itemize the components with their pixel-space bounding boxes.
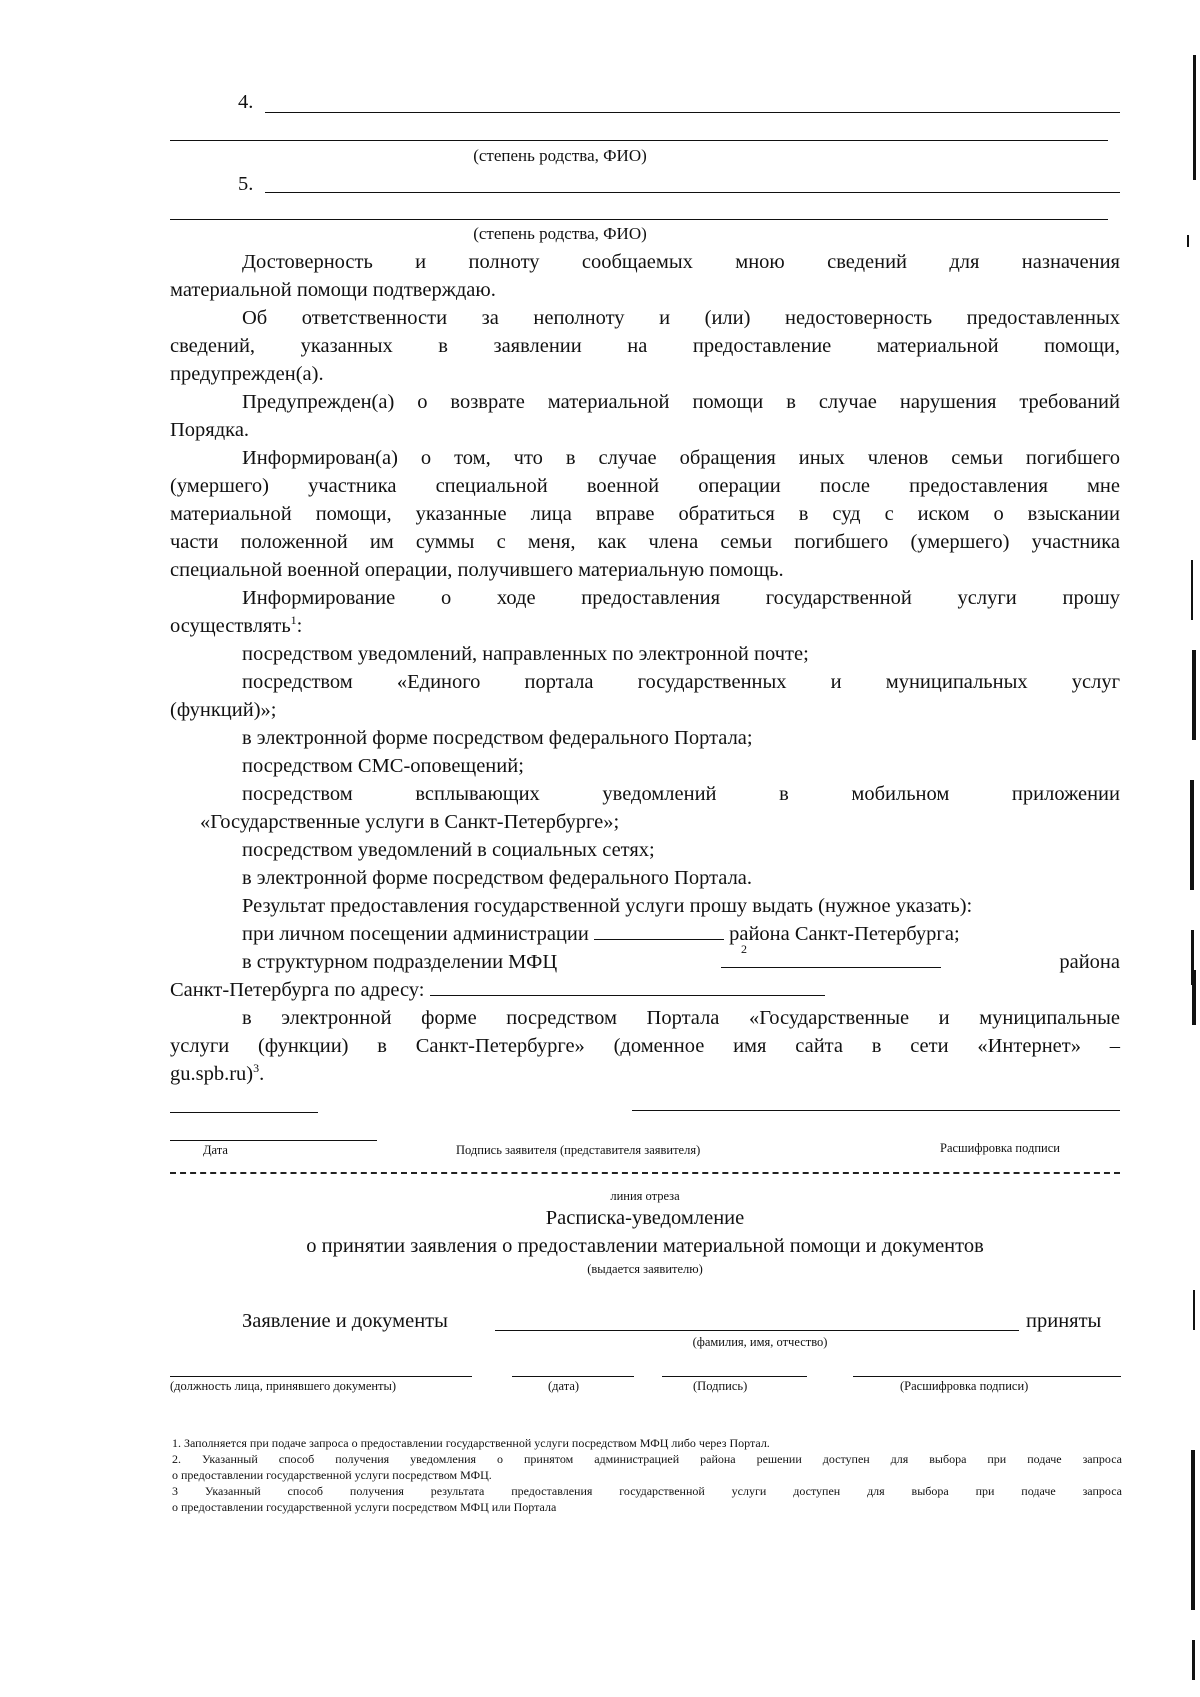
option-mobile-app-end: «Государственные услуги в Санкт-Петербурге»; xyxy=(200,811,620,833)
footnote-ref-1: 1 xyxy=(290,613,297,628)
footnote-3-end: о предоставлении государственной услуги посредством МФЦ или Портала xyxy=(172,1500,557,1514)
paragraph-informed-2: (умершего) участника специальной военной операции после предоставления мне xyxy=(170,475,1120,497)
cut-line-label: линия отреза xyxy=(610,1189,680,1203)
scan-edge-mark xyxy=(1192,650,1196,740)
scan-edge-mark xyxy=(1190,780,1194,890)
result-admin xyxy=(170,920,1120,948)
paragraph-informed: Информирован(а) о том, что в случае обращения иных членов семьи погибшего xyxy=(242,447,1120,469)
scan-edge-mark xyxy=(1191,1450,1195,1610)
footnote-ref-3: 3 xyxy=(253,1061,260,1076)
scan-edge-mark xyxy=(1193,55,1196,180)
result-admin-text: при личном посещении администрации xyxy=(242,923,589,945)
result-mfc-district: района xyxy=(1059,951,1120,973)
footnote-1: 1. Заполняется при подаче запроса о предоставлении государственной услуги посредством МФЦ либо через Портал. xyxy=(172,1436,770,1450)
option-social: посредством уведомлений в социальных сетях; xyxy=(242,839,655,861)
paragraph-informed-end: специальной военной операции, получившего материальную помощь. xyxy=(170,559,784,581)
receipt-title: Расписка-уведомление xyxy=(545,1207,745,1229)
scan-edge-mark xyxy=(1187,235,1189,247)
notify-text: осуществлять xyxy=(170,615,291,637)
paragraph-informed-3: материальной помощи, указанные лица вправе обратиться в суд с иском о взыскании xyxy=(170,503,1120,525)
paragraph-responsibility-2: сведений, указанных в заявлении на предоставление материальной помощи, xyxy=(170,335,1120,357)
receipt-subtitle: о принятии заявления о предоставлении материальной помощи и документов xyxy=(306,1235,984,1257)
col-decoding: (Расшифровка подписи) xyxy=(900,1379,1029,1393)
accepted-prefix: Заявление и документы xyxy=(242,1310,448,1332)
relative-4-line-2 xyxy=(170,140,1108,141)
option-epgu: посредством «Единого портала государственных и муниципальных услуг xyxy=(242,671,1120,693)
cut-line xyxy=(170,1172,1120,1174)
col-date: (дата) xyxy=(548,1379,580,1393)
footnote-2-end: о предоставлении государственной услуги посредством МФЦ. xyxy=(172,1468,492,1482)
scan-edge-mark xyxy=(1193,1290,1195,1330)
receipt-signature-line xyxy=(662,1376,807,1377)
accepted-fio-line xyxy=(495,1330,1019,1331)
position-line xyxy=(170,1376,472,1377)
result-mfc xyxy=(170,948,1120,976)
footnotes xyxy=(172,1435,1122,1515)
receipt-note: (выдается заявителю) xyxy=(587,1262,703,1276)
paragraph-confirmation: Достоверность и полноту сообщаемых мною сведений для назначения xyxy=(242,251,1120,273)
result-portal-end xyxy=(170,1060,1120,1088)
footnote-ref-2: 2 xyxy=(741,942,747,956)
signature-label: Подпись заявителя (представителя заявителя) xyxy=(456,1143,701,1157)
footnote-2: 2. Указанный способ получения уведомления о принятом администрацией района решении доступен для выбора при подаче запроса xyxy=(172,1452,1122,1466)
paragraph-responsibility-end: предупрежден(а). xyxy=(170,363,324,385)
main-text xyxy=(170,248,1120,1088)
result-admin-district: района Санкт-Петербурга; xyxy=(729,923,960,945)
paragraph-notify: Информирование о ходе предоставления государственной услуги прошу xyxy=(242,587,1120,609)
relative-4-caption: (степень родства, ФИО) xyxy=(473,146,647,165)
option-epgu-end: (функций)»; xyxy=(170,699,277,721)
date-line xyxy=(170,1112,318,1113)
option-sms: посредством СМС-оповещений; xyxy=(242,755,524,777)
fio-caption: (фамилия, имя, отчество) xyxy=(692,1335,828,1349)
receipt-date-line xyxy=(512,1376,634,1377)
date-line-2 xyxy=(170,1140,377,1141)
col-signature: (Подпись) xyxy=(693,1379,748,1393)
admin-district-field xyxy=(594,921,724,940)
result-address-text: Санкт-Петербурга по адресу: xyxy=(170,979,425,1001)
result-portal: в электронной форме посредством Портала «Государственные и муниципальные xyxy=(242,1007,1120,1029)
result-request: Результат предоставления государственной услуги прошу выдать (нужное указать): xyxy=(242,895,973,917)
option-mobile-app: посредством всплывающих уведомлений в мобильном приложении xyxy=(242,783,1120,805)
paragraph-confirmation-end: материальной помощи подтверждаю. xyxy=(170,279,496,301)
paragraph-informed-4: части положенной им суммы с меня, как члена семьи погибшего (умершего) участника xyxy=(170,531,1120,553)
result-mfc-text: в структурном подразделении МФЦ xyxy=(242,951,558,973)
paragraph-warning-end: Порядка. xyxy=(170,419,250,441)
result-address xyxy=(170,976,1120,1004)
portal-domain-end: . xyxy=(259,1063,265,1085)
paragraph-warning: Предупрежден(а) о возврате материальной помощи в случае нарушения требований xyxy=(242,391,1120,413)
scan-edge-mark xyxy=(1192,970,1196,1025)
notify-colon: : xyxy=(296,615,303,637)
address-field xyxy=(430,977,825,996)
paragraph-notify-end xyxy=(170,612,1120,640)
relative-5-line xyxy=(265,192,1120,193)
paragraph-responsibility: Об ответственности за неполноту и (или) недостоверность предоставленных xyxy=(242,307,1120,329)
option-federal-portal-2: в электронной форме посредством федерального Портала. xyxy=(242,867,753,889)
relative-5-line-2 xyxy=(170,219,1108,220)
relative-5-number: 5. xyxy=(238,173,254,195)
signature-date-label: Дата xyxy=(203,1143,228,1157)
mfc-district-field xyxy=(721,949,941,968)
relative-4-line xyxy=(265,112,1120,113)
option-email: посредством уведомлений, направленных по электронной почте; xyxy=(242,643,809,665)
signature-decoding-label: Расшифровка подписи xyxy=(940,1141,1060,1155)
receipt-decoding-line xyxy=(853,1376,1121,1377)
footnote-3: 3 Указанный способ получения результата предоставления государственной услуги доступен для выбора при подаче запроса xyxy=(172,1484,1122,1498)
scan-edge-mark xyxy=(1191,560,1193,620)
col-position: (должность лица, принявшего документы) xyxy=(170,1379,397,1393)
scan-edge-mark xyxy=(1192,1640,1195,1680)
relative-5-caption: (степень родства, ФИО) xyxy=(473,224,647,243)
result-portal-2: услуги (функции) в Санкт-Петербурге» (доменное имя сайта в сети «Интернет» – xyxy=(170,1035,1120,1057)
portal-domain: gu.spb.ru) xyxy=(170,1063,254,1085)
option-federal-portal: в электронной форме посредством федерального Портала; xyxy=(242,727,753,749)
accepted-suffix: приняты xyxy=(1026,1310,1102,1332)
relative-4-number: 4. xyxy=(238,91,254,113)
decoding-line xyxy=(632,1110,1120,1111)
